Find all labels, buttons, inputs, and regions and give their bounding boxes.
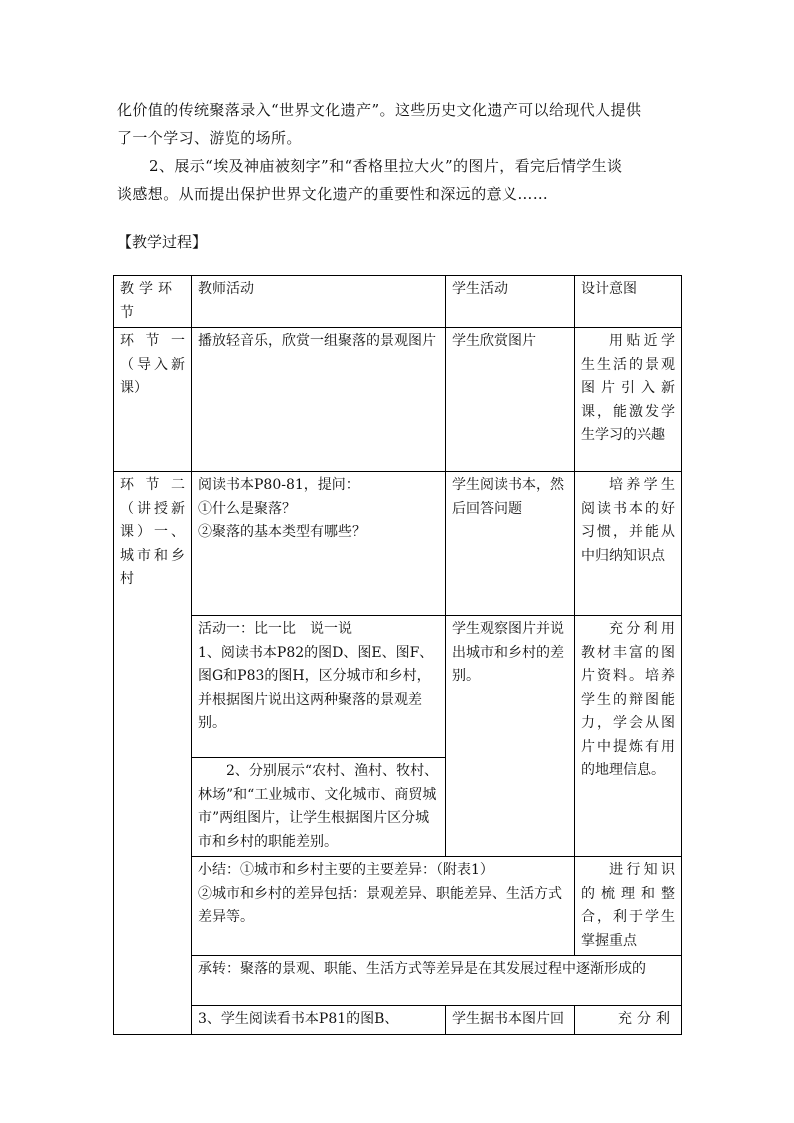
summary-cell: 小结：①城市和乡村主要的主要差异：（附表1） ②城市和乡村的差异包括：景观差异、职能差异、生活方式差异等。	[192, 857, 575, 956]
stage-cell: 环节二（讲授新课）一、城市和乡村	[114, 472, 192, 1035]
section-heading: 【教学过程】	[117, 233, 208, 251]
teacher-cell: 播放轻音乐，欣赏一组聚落的景观图片	[192, 328, 446, 472]
header-student: 学生活动	[446, 276, 575, 328]
header-intent: 设计意图	[575, 276, 682, 328]
table-row	[114, 956, 682, 1006]
student-cell: 学生阅读书本，然后回答问题	[446, 472, 575, 616]
intro-line-3: 2、展示“埃及神庙被刻字”和“香格里拉大火”的图片，看完后情学生谈	[149, 157, 623, 175]
header-teacher: 教师活动	[192, 276, 446, 328]
teacher-cell: 3、学生阅读看书本P81的图B、	[192, 1006, 446, 1035]
intent-cell: 用贴近学生生活的景观图片引入新课，能激发学生学习的兴趣	[575, 328, 682, 472]
intent-cell: 进行知识的梳理和整合，利于学生掌握重点	[575, 857, 682, 956]
teacher-cell: 活动一：比一比 说一说 1、阅读书本P82的图D、图E、图F、图G和P83的图H，区分城市和乡村，并根据图片说出这两种聚落的景观差别。	[192, 616, 446, 758]
table-row	[114, 1006, 682, 1035]
table-header-row	[114, 276, 682, 328]
teacher-cell: 2、分别展示“农村、渔村、牧村、林场”和“工业城市、文化城市、商贸城市”两组图片，让学生根据图片区分城市和乡村的职能差别。	[192, 758, 446, 857]
student-cell: 学生据书本图片回	[446, 1006, 575, 1035]
table-row	[114, 328, 682, 472]
header-stage: 教学环节	[114, 276, 192, 328]
table-row	[114, 857, 682, 956]
table-row	[114, 472, 682, 616]
student-cell: 学生欣赏图片	[446, 328, 575, 472]
intent-cell: 充分利用教材丰富的图片资料。培养学生的辩图能力，学会从图片中提炼有用的地理信息。	[575, 616, 682, 857]
intent-cell: 培养学生阅读书本的好习惯，并能从中归纳知识点	[575, 472, 682, 616]
stage-cell: 环节一（导入新课）	[114, 328, 192, 472]
teaching-process-table	[113, 275, 682, 1035]
intent-cell: 充分利	[575, 1006, 682, 1035]
teacher-cell: 阅读书本P80-81，提问： ①什么是聚落？ ②聚落的基本类型有哪些？	[192, 472, 446, 616]
student-cell: 学生观察图片并说出城市和乡村的差别。	[446, 616, 575, 857]
intro-line-1: 化价值的传统聚落录入“世界文化遗产”。这些历史文化遗产可以给现代人提供	[117, 101, 642, 119]
transition-cell: 承转：聚落的景观、职能、生活方式等差异是在其发展过程中逐渐形成的	[192, 956, 682, 1006]
intro-line-4: 谈感想。从而提出保护世界文化遗产的重要性和深远的意义……	[117, 185, 549, 203]
intro-line-2: 了一个学习、游览的场所。	[117, 129, 302, 147]
table-row	[114, 616, 682, 758]
